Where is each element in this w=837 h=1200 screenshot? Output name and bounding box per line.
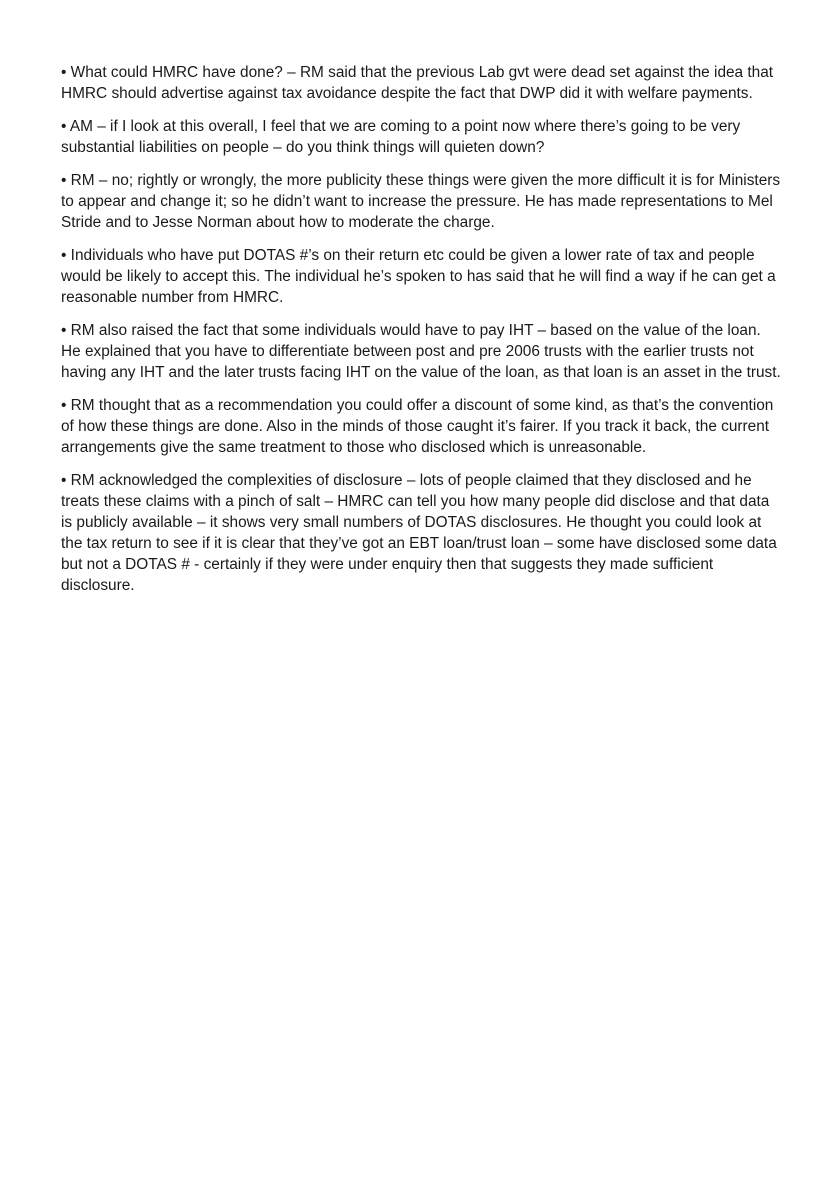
bullet-marker: • [61,64,67,81]
paragraph-text: AM – if I look at this overall, I feel that we are coming to a point now where there’s going to be very substantial liabilities on people – do you think things will quieten down? [61,118,741,156]
paragraph-text: RM acknowledged the complexities of disclosure – lots of people claimed that they disclosed and he treats these claims with a pinch of salt – HMRC can tell you how many people did disclose and that data is publicly available – it shows very small numbers of DOTAS disclosures. He thought you could look at the tax return to see if it is clear that they’ve got an EBT loan/trust loan – some have disclosed some data but not a DOTAS # - certainly if they were under enquiry then that suggests they made sufficient disclosure. [61,472,777,594]
bullet-marker: • [61,172,67,189]
paragraph-text: Individuals who have put DOTAS #’s on their return etc could be given a lower rate of tax and people would be likely to accept this. The individual he’s spoken to has said that he will find a way if he can get a reasonable number from HMRC. [61,247,776,306]
bullet-marker: • [61,472,67,489]
paragraph-text: RM – no; rightly or wrongly, the more publicity these things were given the more difficult it is for Ministers to appear and change it; so he didn’t want to increase the pressure. He has made representations to Mel Stride and to Jesse Norman about how to moderate the charge. [61,172,781,231]
bullet-paragraph [61,116,781,158]
bullet-paragraph [61,395,781,458]
paragraph-text: RM also raised the fact that some individuals would have to pay IHT – based on the value of the loan. He explained that you have to differentiate between post and pre 2006 trusts with the earlier trusts not having any IHT and the later trusts facing IHT on the value of the loan, as that loan is an asset in the trust. [61,322,781,381]
bullet-marker: • [61,247,67,264]
bullet-paragraph [61,320,781,383]
paragraph-text: What could HMRC have done? – RM said that the previous Lab gvt were dead set against the idea that HMRC should advertise against tax avoidance despite the fact that DWP did it with welfare payments. [61,64,774,102]
bullet-paragraph [61,62,781,104]
bullet-marker: • [61,118,67,135]
bullet-paragraph [61,470,781,596]
bullet-marker: • [61,397,67,414]
bullet-paragraph [61,245,781,308]
bullet-paragraph [61,170,781,233]
bullet-marker: • [61,322,67,339]
document-body [61,62,781,608]
paragraph-text: RM thought that as a recommendation you could offer a discount of some kind, as that’s the convention of how these things are done. Also in the minds of those caught it’s fairer. If you track it back, the current arrangements give the same treatment to those who disclosed which is unreasonable. [61,397,774,456]
